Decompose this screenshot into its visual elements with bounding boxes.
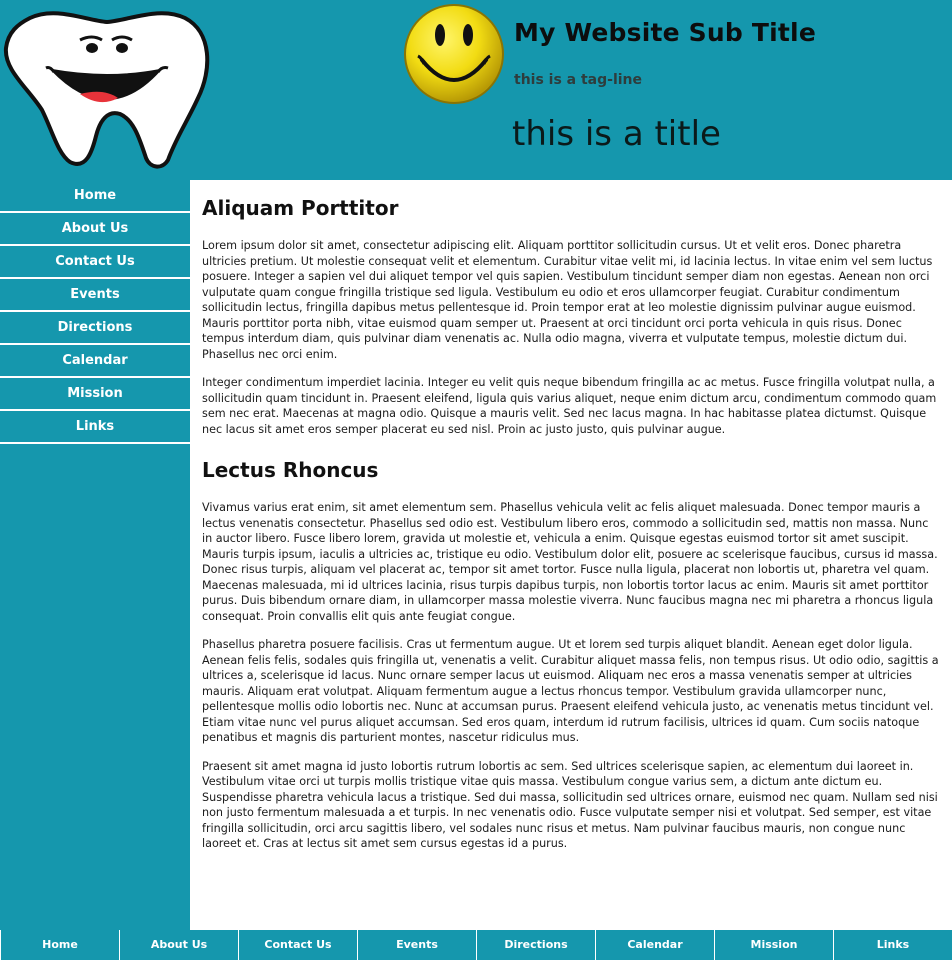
footer [0,930,952,960]
site-header [0,0,952,180]
sidebar-nav [0,180,190,444]
sidebar-item-events[interactable]: Events [0,279,190,312]
footer-item-home[interactable]: Home [0,930,119,960]
section-heading: Lectus Rhoncus [202,458,379,482]
footer-item-events[interactable]: Events [357,930,476,960]
page-title: this is a title [512,114,721,154]
footer-item-directions[interactable]: Directions [476,930,595,960]
paragraph: Praesent sit amet magna id justo lobortis rutrum lobortis ac sem. Sed ultrices scelerisque sapien, ac elementum dui laoreet in. Vestibulum vitae orci ut turpis mollis tristique vitae quis massa. Vestibulum congue varius sem, a dictum ante dictum eu. Suspendisse pharetra vehicula lacus a tristique. Sed dui massa, sollicitudin sed ultrices ornare, euismod nec quam. Nullam sed nisi non justo fermentum malesuada a et turpis. In nec venenatis odio. Fusce vulputate semper nisi et volutpat. Sed semper, est vitae fringilla sollicitudin, orci arcu sagittis libero, vel sodales nunc risus et metus. Nam pulvinar faucibus mauris, non congue nunc laoreet et. Cras at lectus sit amet sem cursus egestas id a purus. [202,759,938,850]
site-tagline: this is a tag-line [514,72,643,88]
sidebar-item-contact-us[interactable]: Contact Us [0,246,190,279]
footer-item-contact-us[interactable]: Contact Us [238,930,357,960]
sidebar [0,180,190,930]
sidebar-item-home[interactable]: Home [0,180,190,213]
footer-nav [0,930,952,960]
sidebar-item-about-us[interactable]: About Us [0,213,190,246]
sidebar-item-calendar[interactable]: Calendar [0,345,190,378]
sidebar-item-directions[interactable]: Directions [0,312,190,345]
footer-item-about-us[interactable]: About Us [119,930,238,960]
smiley-face-icon [402,2,506,106]
paragraph: Lorem ipsum dolor sit amet, consectetur adipiscing elit. Aliquam porttitor sollicitudin cursus. Ut et velit eros. Donec pharetra ultricies pretium. Ut molestie consequat velit et elementum. Curabitur vitae velit mi, id lacinia lectus. In vitae enim vel sem luctus posuere. Integer a sapien vel dui aliquet tempor vel quis sapien. Vestibulum tincidunt semper diam non egestas. Aenean non orci vulputate quam congue fringilla tristique sed ligula. Vestibulum eu odio et eros ullamcorper feugiat. Curabitur condimentum sollicitudin lectus, fringilla dapibus metus pellentesque id. Proin tempor erat at leo molestie dignissim pulvinar augue euismod. Mauris porttitor porta nibh, vitae euismod quam semper ut. Praesent at orci tincidunt orci porta vehicula in quis risus. Donec tempus interdum diam, quis pulvinar diam venenatis ac. Nulla odio magna, viverra et vulputate tempus, molestie dictum dui. Phasellus nec orci enim. [202,239,933,361]
section-gap [202,450,940,458]
tooth-mascot-icon[interactable] [0,10,215,170]
paragraph: Integer condimentum imperdiet lacinia. Integer eu velit quis neque bibendum fringilla ac ac metus. Fusce fringilla volutpat nulla, a sollicitudin quam tincidunt in. Praesent eleifend, ligula quis varius aliquet, neque enim dictum arcu, condimentum commodo quam sem nec erat. Maecenas at magna odio. Quisque a mauris velit. Sed nec lacus magna. In hac habitasse platea dictumst. Quisque nec lacus sit amet eros semper placerat eu sed nisl. Proin ac justo justo, quis pulvinar augue. [202,376,937,436]
footer-item-links[interactable]: Links [833,930,952,960]
paragraph: Phasellus pharetra posuere facilisis. Cras ut fermentum augue. Ut et lorem sed turpis aliquet blandit. Aenean eget dolor ligula. Aenean felis felis, sodales quis fringilla ut, venenatis a velit. Curabitur aliquet massa felis, non tempus risus. Ut odio odio, sagittis a ultrices a, scelerisque id lacus. Nunc ornare semper lacus ut euismod. Aliquam nec eros a massa venenatis semper at ultricies mauris. Aliquam erat volutpat. Aliquam fermentum augue a lectus rhoncus tempor. Vestibulum gravida ullamcorper nunc, pellentesque mollis odio lobortis nec. Nunc at accumsan purus. Praesent eleifend vehicula justo, ac venenatis metus tincidunt vel. Etiam vitae nunc vel purus aliquet accumsan. Sed eros quam, interdum id rutrum facilisis, ultrices id quam. Cum sociis natoque penatibus et magnis dis parturient montes, nascetur ridiculus mus. [202,638,939,744]
footer-item-mission[interactable]: Mission [714,930,833,960]
sidebar-item-mission[interactable]: Mission [0,378,190,411]
site-subtitle: My Website Sub Title [514,18,816,47]
footer-item-calendar[interactable]: Calendar [595,930,714,960]
paragraph: Vivamus varius erat enim, sit amet elementum sem. Phasellus vehicula velit ac felis aliquet malesuada. Donec tempor mauris a lectus venenatis consectetur. Phasellus sed odio est. Vestibulum libero eros, commodo a sollicitudin sed, mattis non massa. Nunc in auctor libero. Fusce libero lorem, gravida ut molestie et, vehicula a enim. Quisque egestas euismod tortor sit amet suscipit. Mauris turpis ipsum, iaculis a ultricies ac, tristique eu odio. Vestibulum dolor elit, posuere ac scelerisque faucibus, cursus id massa. Donec risus turpis, aliquam vel placerat ac, tempor sit amet tortor. Fusce nulla ligula, placerat non lobortis ut, pharetra vel quam. Maecenas malesuada, mi id ultrices lacinia, risus turpis dapibus turpis, non lobortis tortor lacus ac enim. Mauris sit amet porttitor purus. Duis bibendum ornare diam, in ullamcorper massa molestie viverra. Nunc faucibus magna nec mi pharetra a rhoncus ligula consequat. Proin convallis elit quis ante feugiat congue. [202,501,938,623]
section-heading: Aliquam Porttitor [202,196,399,220]
sidebar-item-links[interactable]: Links [0,411,190,444]
main-content [190,180,952,930]
content-inner [190,180,952,852]
